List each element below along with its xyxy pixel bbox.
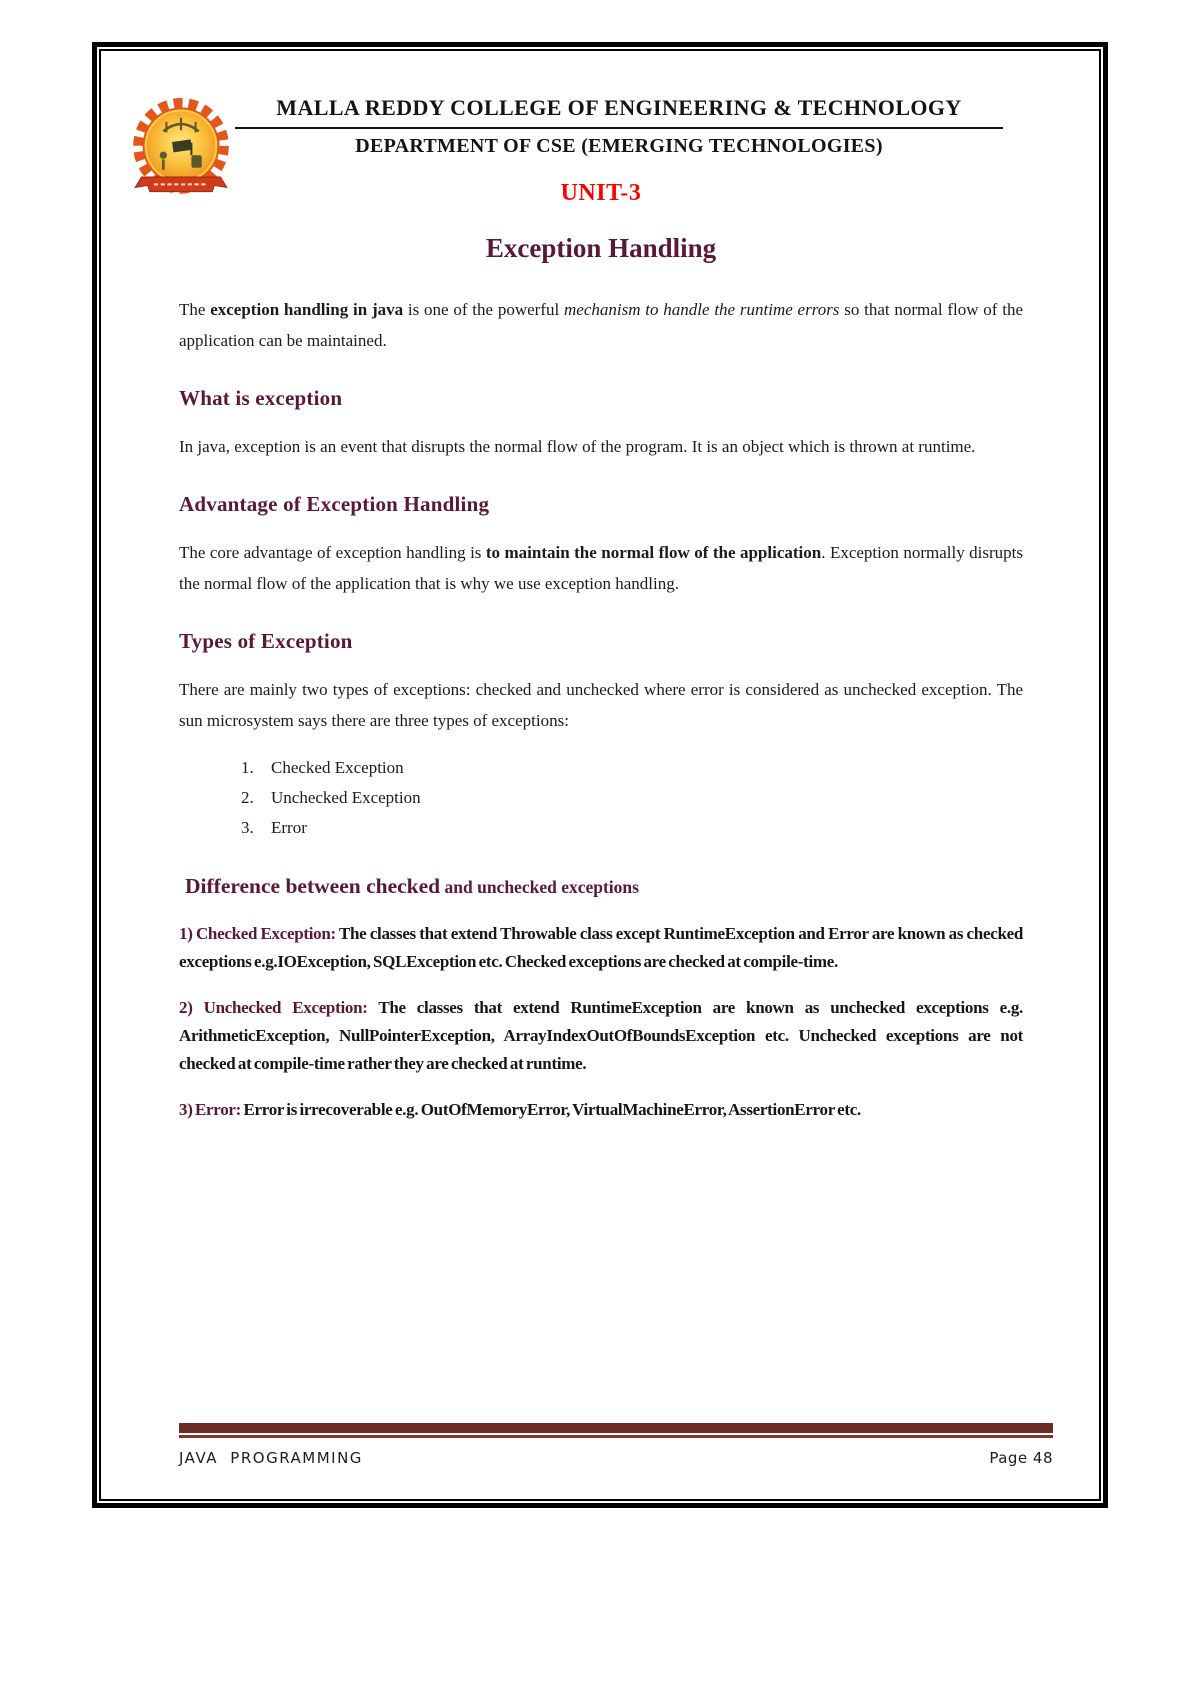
footer-page-number: Page 48 xyxy=(989,1449,1053,1467)
difference-item-body: The classes that extend RuntimeException are known as unchecked exceptions e.g. ArithmeticException, NullPointerException, ArrayIndexOutOfBoundsException etc. Unchecked exceptions are not checked at compile-time rather they are checked at runtime. xyxy=(179,998,1023,1073)
section-heading-types: Types of Exception xyxy=(179,629,353,653)
difference-item-checked xyxy=(179,920,1023,976)
footer-course: JAVA PROGRAMMING xyxy=(179,1449,363,1467)
difference-item-body: Error is irrecoverable e.g. OutOfMemoryError, VirtualMachineError, AssertionError etc. xyxy=(241,1100,861,1119)
department-name: DEPARTMENT OF CSE (EMERGING TECHNOLOGIES) xyxy=(355,135,883,157)
list-item-number: 2. xyxy=(241,788,254,807)
list-item-number: 1. xyxy=(241,758,254,777)
header-text xyxy=(235,95,1003,158)
section-heading-advantage: Advantage of Exception Handling xyxy=(179,492,490,516)
section-paragraph-types: There are mainly two types of exceptions: checked and unchecked where error is considered as unchecked exception. The sun microsystem says there are three types of exceptions: xyxy=(179,680,1023,730)
list-item-label: Unchecked Exception xyxy=(271,788,421,807)
list-item xyxy=(179,783,1023,813)
section-paragraph-advantage: The core advantage of exception handling is to maintain the normal flow of the application. Exception normally disrupts the normal flow of the application that is why we use exception handling. xyxy=(179,543,1024,593)
college-emblem-icon xyxy=(127,97,235,201)
section-paragraph-what-is-exception: In java, exception is an event that disrupts the normal flow of the program. It is an object which is thrown at runtime. xyxy=(179,437,976,456)
section-heading-what-is-exception: What is exception xyxy=(179,386,343,410)
difference-heading-sub: and unchecked exceptions xyxy=(440,877,639,897)
college-name: MALLA REDDY COLLEGE OF ENGINEERING & TECHNOLOGY xyxy=(235,95,1003,129)
difference-item-label: 3) Error: xyxy=(179,1100,242,1119)
college-logo xyxy=(127,97,235,201)
intro-paragraph: The exception handling in java is one of the powerful mechanism to handle the runtime errors so that normal flow of the application can be maintained. xyxy=(179,300,1023,350)
header xyxy=(179,95,1023,158)
difference-item-body: The classes that extend Throwable class except RuntimeException and Error are known as checked exceptions e.g.IOException, SQLException etc. Checked exceptions are checked at compile-time. xyxy=(179,924,1023,971)
document-title: Exception Handling xyxy=(485,233,717,263)
difference-item-error xyxy=(179,1096,1023,1124)
page-content xyxy=(101,51,1099,1499)
unit-title: UNIT-3 xyxy=(560,180,642,206)
list-item-label: Checked Exception xyxy=(271,758,404,777)
page-border xyxy=(99,49,1101,1501)
difference-item-label: 1) Checked Exception: xyxy=(179,924,336,943)
footer-row xyxy=(179,1449,1053,1467)
page xyxy=(92,42,1108,1508)
exception-types-list xyxy=(179,753,1023,843)
footer-rule-thin xyxy=(179,1435,1053,1438)
list-item xyxy=(179,753,1023,783)
difference-item-unchecked xyxy=(179,994,1023,1078)
list-item xyxy=(179,813,1023,843)
difference-heading xyxy=(185,873,1023,900)
difference-heading-main: Difference between checked xyxy=(185,874,441,898)
footer xyxy=(179,1423,1053,1467)
difference-item-label: 2) Unchecked Exception: xyxy=(179,998,368,1017)
list-item-label: Error xyxy=(271,818,307,837)
list-item-number: 3. xyxy=(241,818,254,837)
footer-rule-thick xyxy=(179,1423,1053,1433)
